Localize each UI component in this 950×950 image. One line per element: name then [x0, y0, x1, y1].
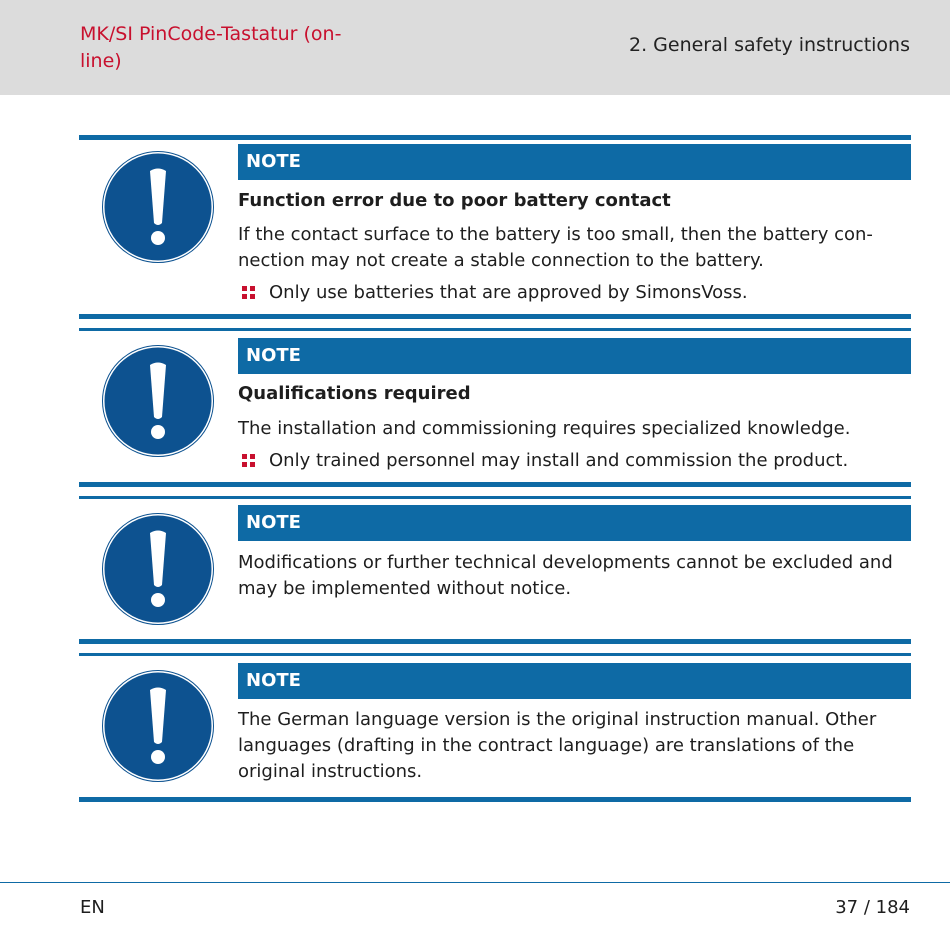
bullet-text: Only use batteries that are approved by SimonsVoss. — [269, 282, 748, 303]
note-top-rule — [79, 135, 911, 140]
note-label: NOTE — [238, 505, 911, 541]
note-bottom-rule — [79, 482, 911, 487]
note-bottom-rule — [79, 314, 911, 319]
exclamation-icon — [102, 513, 214, 625]
exclamation-icon — [102, 670, 214, 782]
page-number: 37 / 184 — [835, 897, 910, 918]
note-top-rule — [79, 496, 911, 499]
bullet-text: Only trained personnel may install and commission the product. — [269, 450, 849, 471]
note-text: If the contact surface to the battery is too small, then the battery con-nection may not create a stable connection to the battery. — [238, 224, 873, 271]
note-heading: Function error due to poor battery contact — [238, 190, 671, 211]
document-title: MK/SI PinCode-Tastatur (on-line) — [80, 23, 342, 72]
note-heading: Qualifications required — [238, 383, 471, 404]
exclamation-icon — [102, 345, 214, 457]
section-title: 2. General safety instructions — [628, 34, 910, 56]
bullet-icon — [242, 454, 255, 467]
exclamation-icon — [102, 151, 214, 263]
note-top-rule — [79, 328, 911, 331]
note-text: The German language version is the original instruction manual. Other languages (drafting in the contract language) are translations of the original instructions. — [238, 709, 877, 782]
note-label: NOTE — [238, 144, 911, 180]
bullet-icon — [242, 286, 255, 299]
note-bullet — [242, 282, 748, 303]
footer-language: EN — [80, 897, 105, 918]
note-bottom-rule — [79, 639, 911, 644]
note-bullet — [242, 450, 848, 471]
note-text: The installation and commissioning requires specialized knowledge. — [238, 418, 851, 439]
note-top-rule — [79, 653, 911, 656]
footer-divider — [0, 882, 950, 883]
page-header — [0, 0, 950, 95]
note-text: Modifications or further technical developments cannot be excluded and may be implemented without notice. — [238, 552, 893, 599]
note-label: NOTE — [238, 338, 911, 374]
note-bottom-rule — [79, 797, 911, 802]
note-label: NOTE — [238, 663, 911, 699]
